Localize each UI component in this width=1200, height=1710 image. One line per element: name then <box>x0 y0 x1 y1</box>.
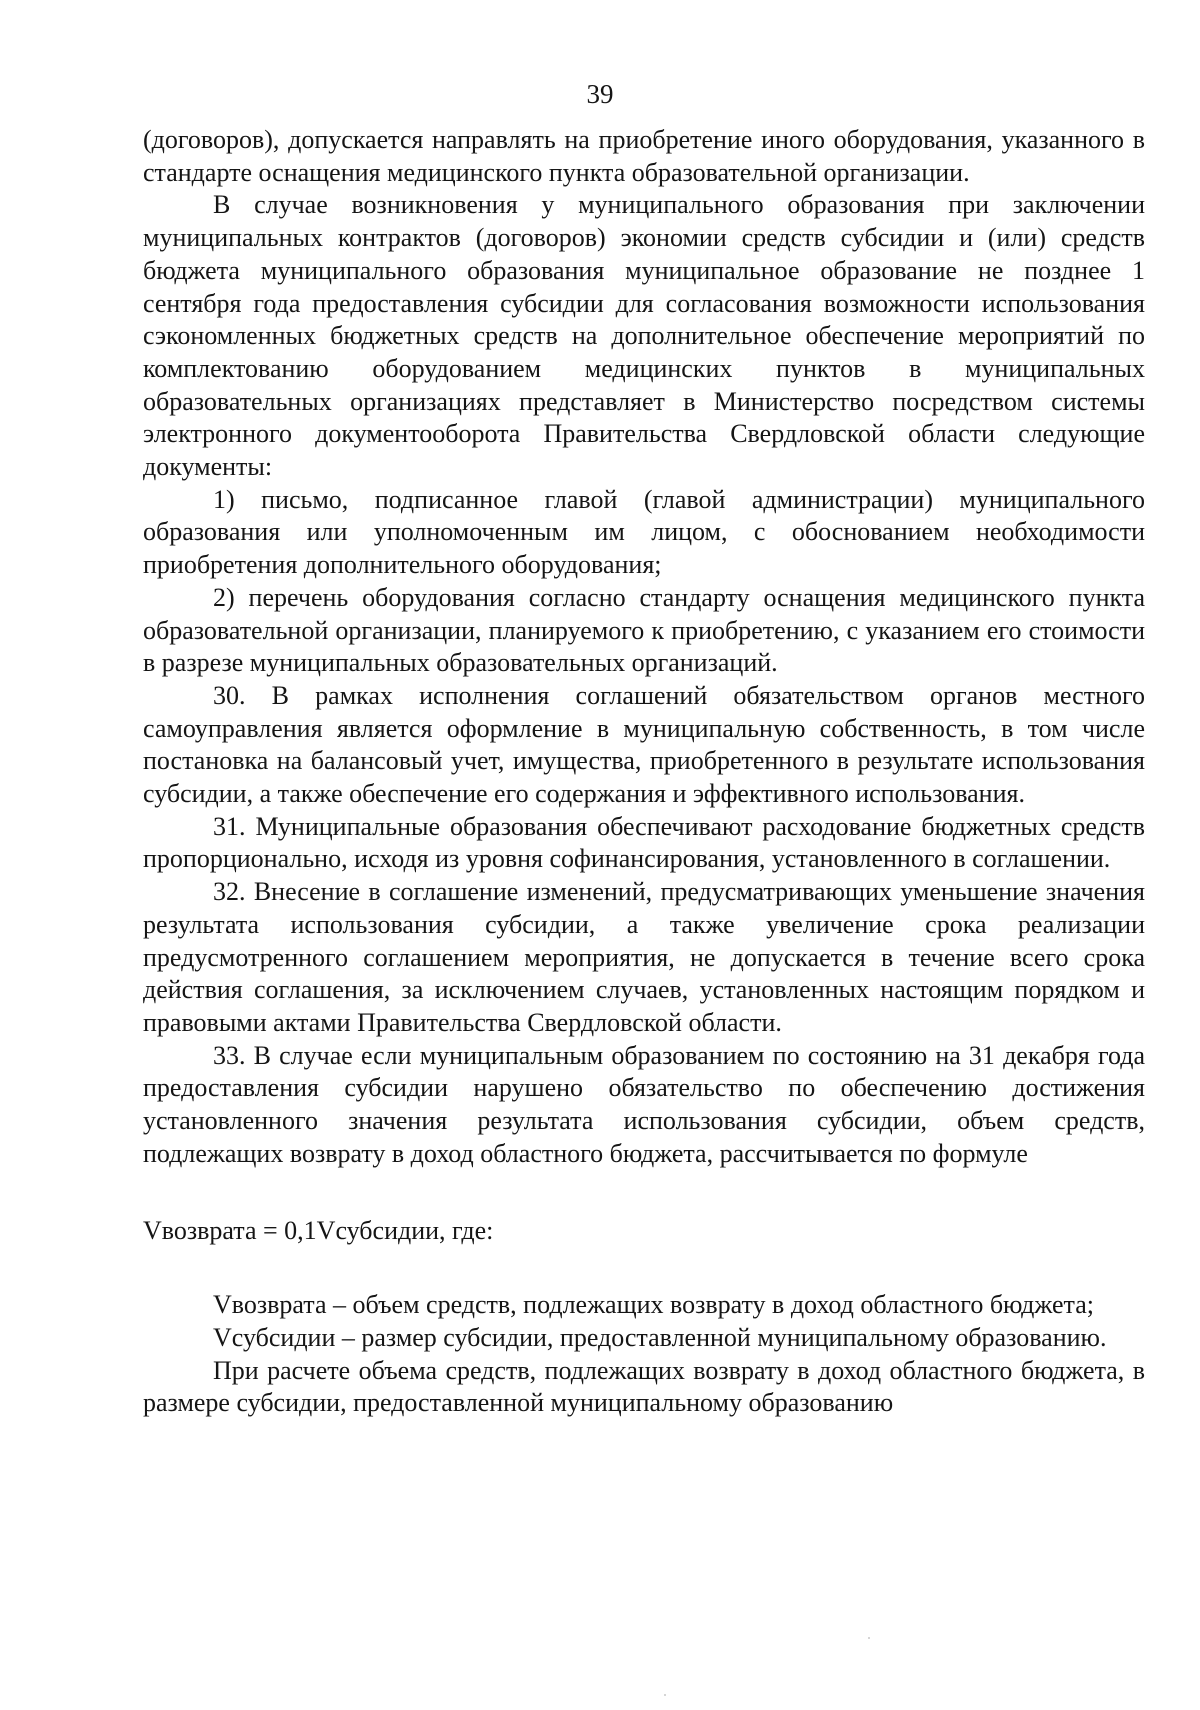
page-number: 39 <box>586 79 614 109</box>
list-item-equipment-list: 2) перечень оборудования согласно стандарту оснащения медицинского пункта образовательной организации, планируемого к приобретению, с указанием его стоимости в разрезе муниципальных образовательных организаций. <box>143 582 1145 678</box>
clause-31: 31. Муниципальные образования обеспечивают расходование бюджетных средств пропорционально, исходя из уровня софинансирования, установленного в соглашении. <box>143 811 1145 874</box>
document-body <box>143 124 1145 1420</box>
formula: Vвозврата = 0,1Vсубсидии, где: <box>143 1215 494 1245</box>
clause-30: 30. В рамках исполнения соглашений обязательством органов местного самоуправления является оформление в муниципальную собственность, в том числе постановка на балансовый учет, имущества, приобретенного в результате использования субсидии, а также обеспечение его содержания и эффективного использования. <box>143 680 1145 809</box>
definition-vvozvrata: Vвозврата – объем средств, подлежащих возврату в доход областного бюджета; <box>213 1290 1094 1320</box>
paragraph-continuation: (договоров), допускается направлять на приобретение иного оборудования, указанного в стандарте оснащения медицинского пункта образовательной организации. <box>143 125 1145 187</box>
closing-paragraph: При расчете объема средств, подлежащих возврату в доход областного бюджета, в размере субсидии, предоставленной муниципальному образованию <box>143 1355 1145 1418</box>
clause-33: 33. В случае если муниципальным образованием по состоянию на 31 декабря года предоставления субсидии нарушено обязательство по обеспечению достижения установленного значения результата использования субсидии, объем средств, подлежащих возврату в доход областного бюджета, рассчитывается по формуле <box>143 1040 1145 1168</box>
scan-speck <box>664 1694 666 1696</box>
scan-speck <box>868 1637 870 1639</box>
clause-32: 32. Внесение в соглашение изменений, предусматривающих уменьшение значения результата использования субсидии, а также увеличение срока реализации предусмотренного соглашением мероприятия, не допускается в течение всего срока действия соглашения, за исключением случаев, установленных настоящим порядком и правовыми актами Правительства Свердловской области. <box>143 877 1145 1037</box>
definition-vsubsidii: Vсубсидии – размер субсидии, предоставленной муниципальному образованию. <box>213 1322 1107 1352</box>
paragraph-savings: В случае возникновения у муниципального образования при заключении муниципальных контрактов (договоров) экономии средств субсидии и (или) средств бюджета муниципального образования муниципальное образование не позднее 1 сентября года предоставления субсидии для согласования возможности использования сэкономленных бюджетных средств на дополнительное обеспечение мероприятий по комплектованию оборудованием медицинских пунктов в муниципальных образовательных организациях представляет в Министерство посредством системы электронного документооборота Правительства Свердловской области следующие документы: <box>143 190 1145 482</box>
list-item-letter: 1) письмо, подписанное главой (главой администрации) муниципального образования или уполномоченным им лицом, с обоснованием необходимости приобретения дополнительного оборудования; <box>143 484 1145 580</box>
